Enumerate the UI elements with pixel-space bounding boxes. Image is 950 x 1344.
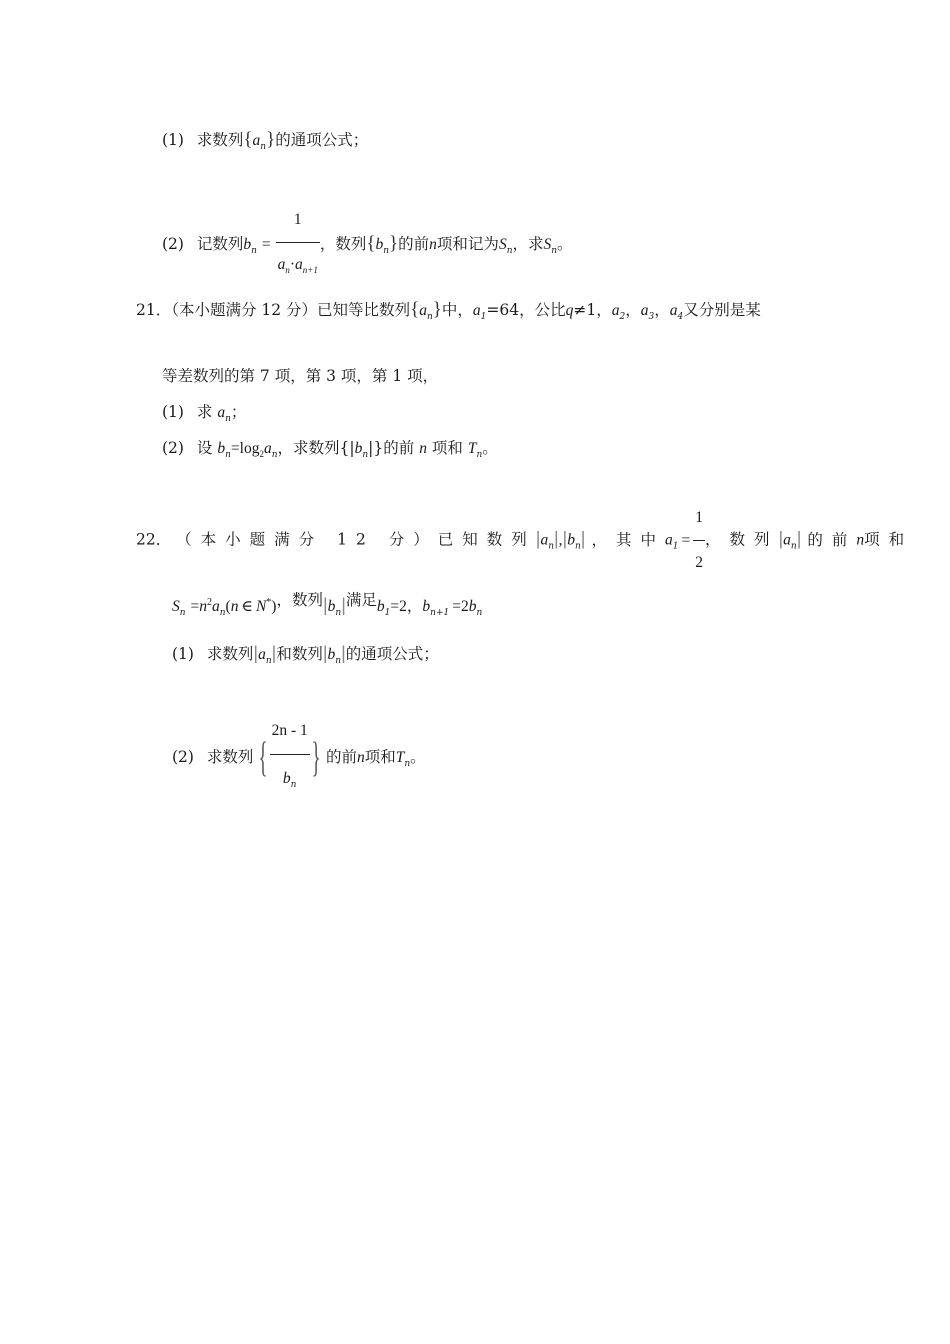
q20-part1: (1) 求数列$\{a_n\}$的通项公式； [162, 129, 369, 152]
fraction: $\frac{1}{a_n\cdot a_{n+1}}$ [276, 198, 320, 292]
q21-part2: (2) 设 $b_n=\log_2a_n$，求数列$\{|b_n|\}$的前 n 项和 $T_n$。 [162, 439, 498, 460]
q22-line2: $S_n =n^2a_n(n$ ∈ N*)，数列$|b_n|$满足$b_1=2$，$b_{n+1} =2b_n$ [172, 591, 483, 618]
part-label: (2) [162, 439, 184, 457]
q21-line2: 等差数列的第 7 项，第 3 项，第 1 项， [162, 367, 439, 385]
fraction-half: $\frac{1}{2}$ [693, 496, 705, 585]
part-label: (1) [162, 403, 184, 421]
q21-part1: (1) 求 $a_n$； [162, 403, 247, 424]
part-label: (2) [162, 235, 184, 253]
part-label: (1) [172, 645, 194, 663]
part-label: (1) [162, 131, 184, 149]
part-label: (2) [172, 748, 194, 766]
q22-part2: (2) 求数列 { $\frac{2n - 1}{b_n}$ } 的前n项和$T_n$。 [172, 708, 426, 808]
question-number: 21． [136, 301, 172, 319]
fraction-2n-1-over-bn: $\frac{2n - 1}{b_n}$ [270, 708, 310, 808]
q22-part1: (1) 求数列$|a_n|$和数列$|b_n|$的通项公式； [172, 643, 439, 666]
q20-part2: (2) 记数列$b_n$ = $\frac{1}{a_n\cdot a_{n+1}}$ ，数列$\{b_n\}$的前n项和记为$S_n$，求$S_n$。 [162, 198, 573, 292]
q22-header: 22． （本小题满分 12 分）已知数列$|a_n|,|b_n|$ ，其中$a_1$ = $\frac{1}{2}$ ，数列$|a_n|$ 的前n项和 [136, 496, 913, 585]
question-number: 22． [136, 530, 172, 549]
q21-header: 21．（本小题满分 12 分）已知等比数列$\{a_n\}$中，$a_1=64$，公比q≠1，$a_2$，$a_3$，$a_4$又分别是某 [136, 299, 761, 322]
